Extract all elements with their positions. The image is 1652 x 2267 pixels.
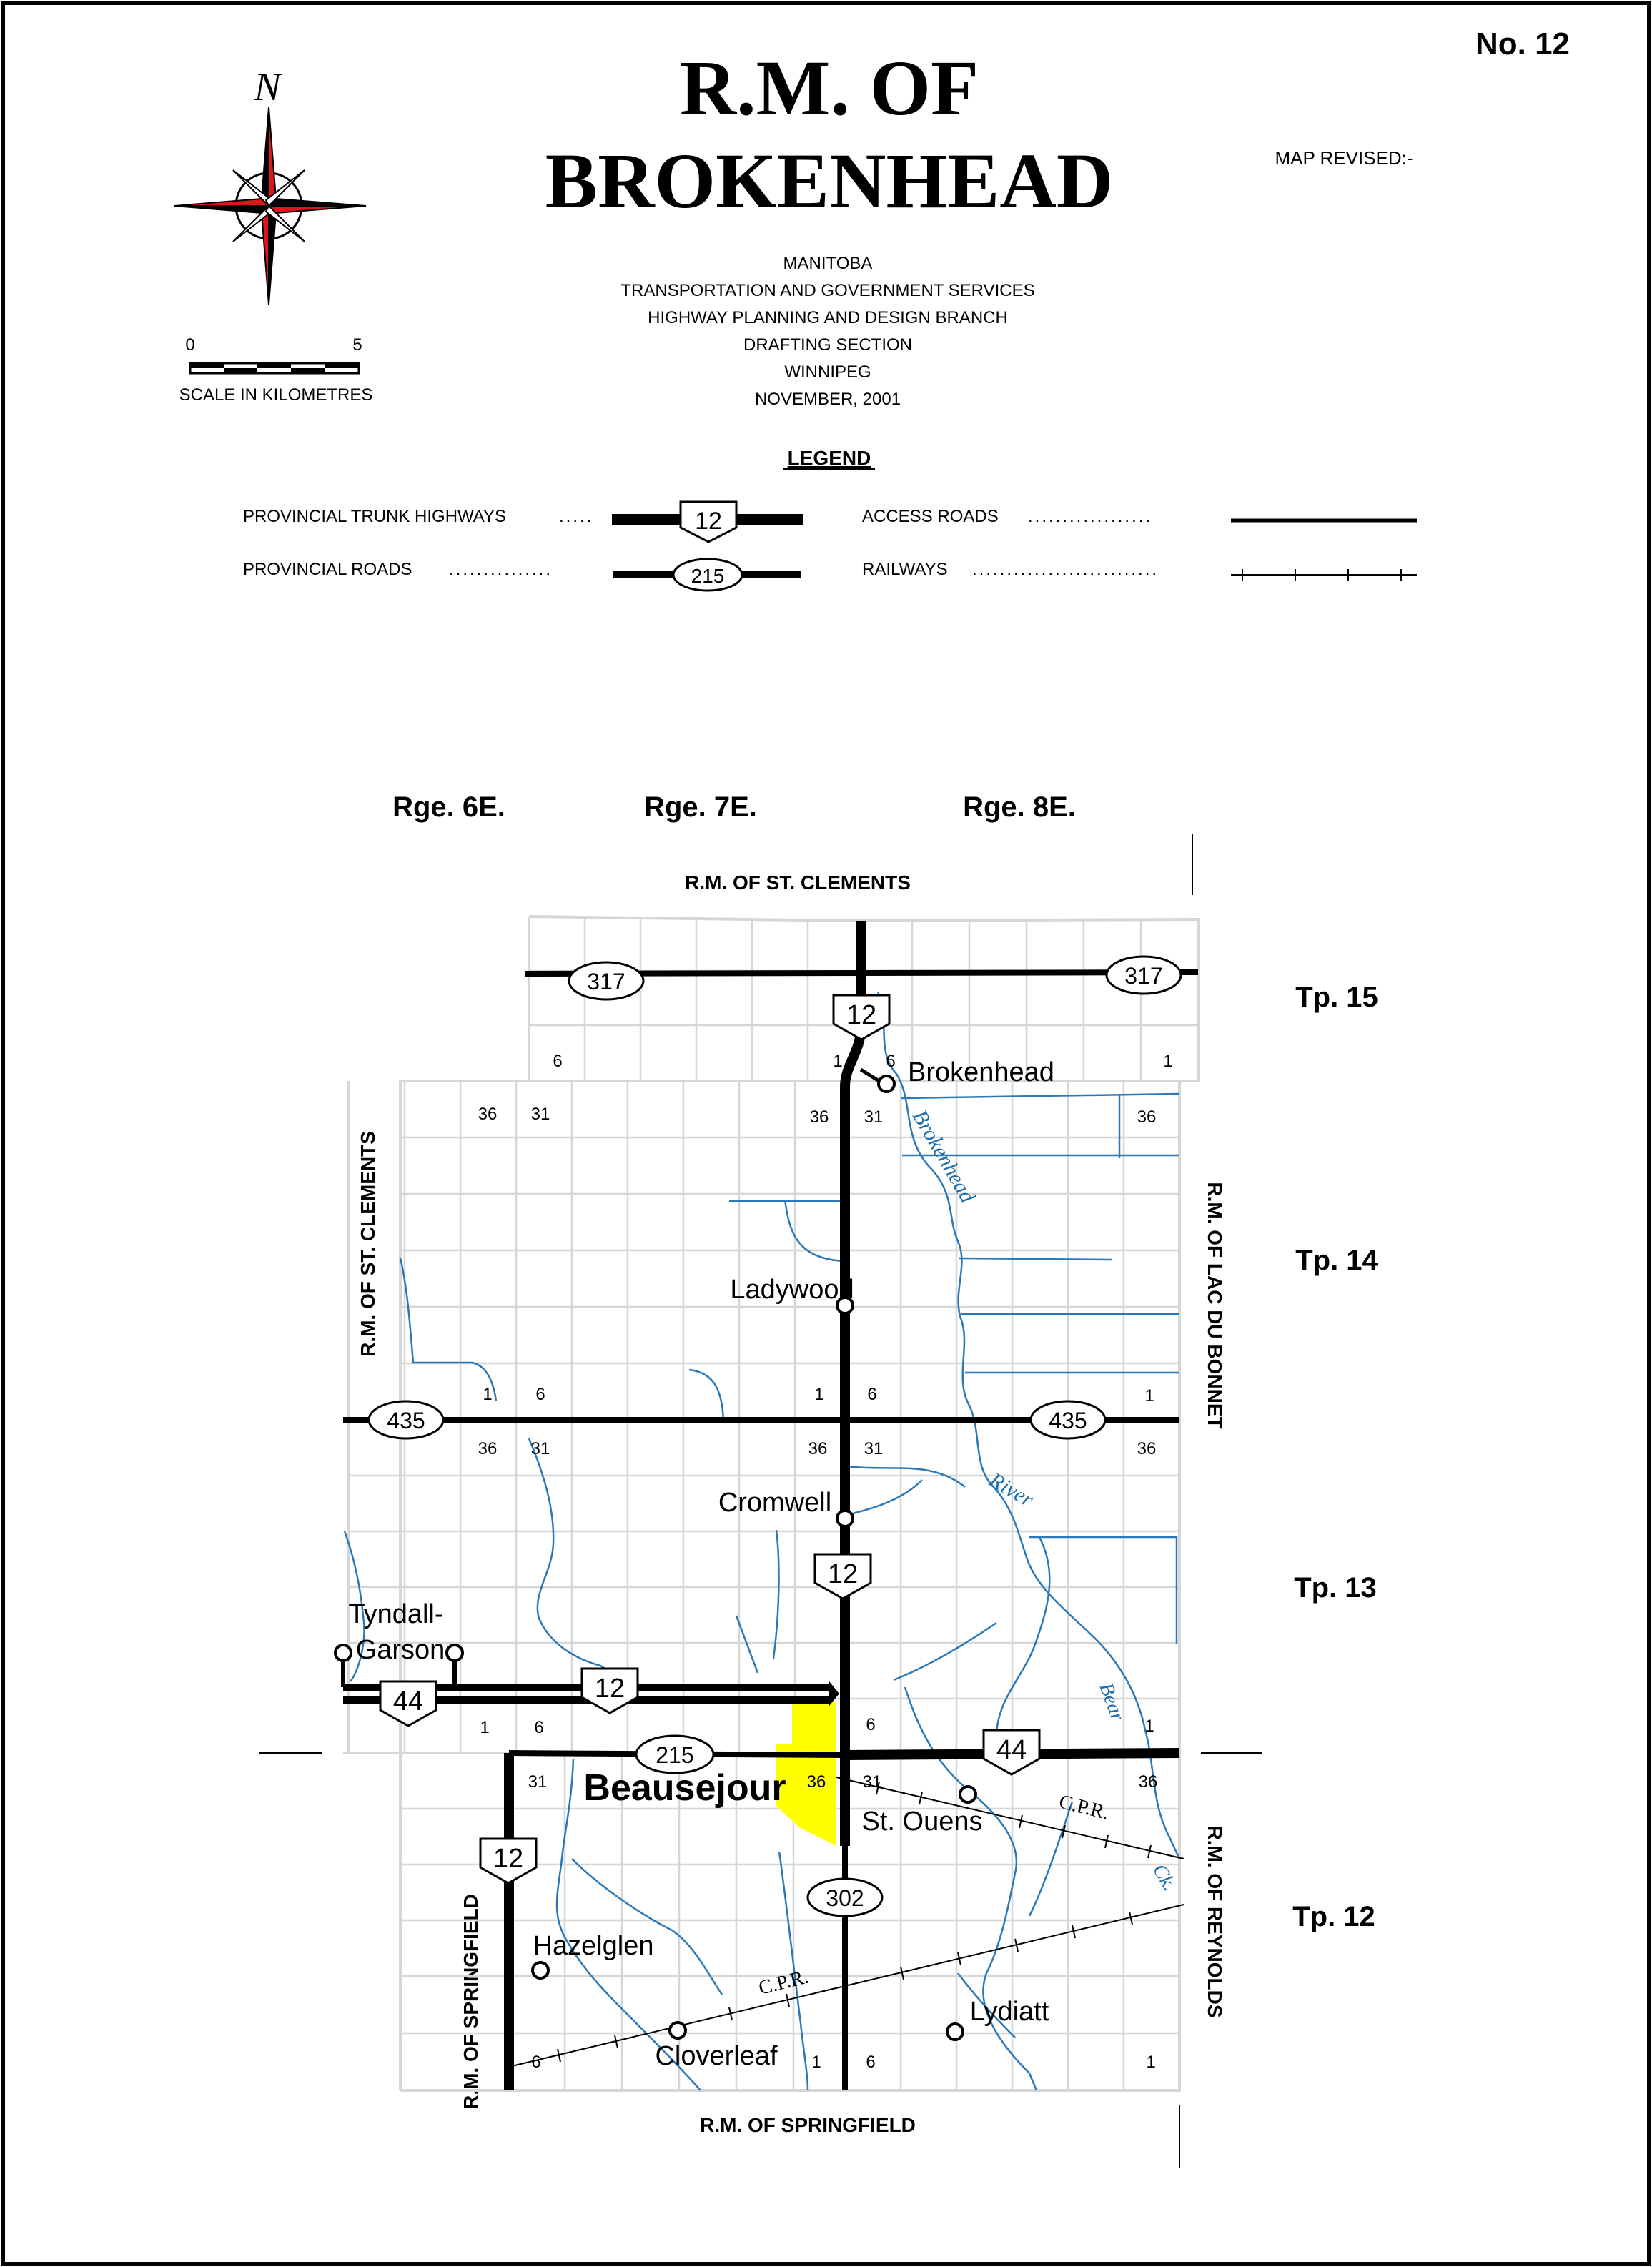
pr-302-number: 302	[826, 1885, 864, 1911]
section-number: 6	[531, 2053, 541, 2072]
scale-five: 5	[352, 335, 362, 355]
pth-12-west-shield	[582, 1669, 638, 1713]
range-6e-label: Rge. 6E.	[392, 791, 505, 823]
pr-302-oval	[808, 1879, 882, 1916]
range-8e-label: Rge. 8E.	[963, 791, 1076, 823]
section-number: 31	[528, 1772, 548, 1792]
pr-317-west-oval	[569, 962, 643, 999]
st-ouens-marker	[960, 1787, 976, 1802]
publisher-line-2: TRANSPORTATION AND GOVERNMENT SERVICES	[620, 281, 1035, 300]
pr-435-west-oval	[369, 1401, 443, 1438]
section-number: 36	[809, 1107, 829, 1127]
pr-317-east-oval	[1107, 957, 1181, 994]
tributary-ne-3	[959, 1258, 1112, 1260]
brokenhead-name: Brokenhead	[908, 1057, 1054, 1087]
neighbour-north-label: R.M. OF ST. CLEMENTS	[685, 871, 911, 894]
scale-zero: 0	[185, 335, 195, 355]
legend-pth-label: PROVINCIAL TRUNK HIGHWAYS	[243, 507, 507, 526]
township-13-label: Tp. 13	[1294, 1572, 1377, 1604]
brokenhead-marker	[879, 1076, 894, 1092]
section-number: 31	[530, 1439, 550, 1458]
pth-12-southwest-number: 12	[493, 1844, 524, 1874]
creek-nw-2	[689, 1370, 723, 1420]
beausejour-name: Beausejour	[583, 1767, 786, 1809]
map-title-line-2: BROKENHEAD	[545, 137, 1114, 224]
pr-317-east-number: 317	[1124, 963, 1163, 989]
section-number: 36	[1137, 1439, 1157, 1458]
legend-title: LEGEND	[787, 447, 871, 469]
pth-12-centre-number: 12	[827, 1559, 859, 1589]
garson-marker	[447, 1645, 463, 1661]
cromwell-name: Cromwell	[718, 1488, 832, 1518]
creek-south-centre	[572, 1859, 722, 1995]
tributary-east-4	[894, 1623, 996, 1680]
section-number: 1	[833, 1052, 843, 1071]
compass-rose-icon	[174, 65, 366, 305]
lydiatt-name: Lydiatt	[969, 1997, 1049, 2027]
pth-44-east-number: 44	[996, 1735, 1027, 1765]
tyndall-name: Tyndall-	[348, 1599, 444, 1629]
pth-44-east-shield	[984, 1730, 1039, 1774]
publisher-line-3: HIGHWAY PLANNING AND DESIGN BRANCH	[648, 308, 1008, 327]
legend-access-label: ACCESS ROADS	[862, 507, 999, 526]
township-15-label: Tp. 15	[1295, 982, 1378, 1013]
sheet-number: No. 12	[1475, 26, 1571, 61]
svg-text:...........................: ...........................	[972, 560, 1159, 579]
creek-abbrev-label: Ck.	[1147, 1860, 1181, 1895]
pth-12-north-south	[845, 921, 861, 1846]
section-number: 31	[864, 1107, 884, 1127]
cromwell-marker	[837, 1511, 853, 1526]
creek-centre-south	[773, 1530, 778, 1659]
tyndall-west-marker	[335, 1645, 351, 1661]
section-number: 6	[866, 1715, 876, 1734]
section-number: 6	[866, 2053, 876, 2072]
neighbour-east-lower-label: R.M. OF REYNOLDS	[1204, 1825, 1226, 2018]
st-ouens-name: St. Ouens	[861, 1807, 983, 1837]
section-number: 6	[535, 1385, 545, 1404]
section-number: 36	[478, 1105, 498, 1124]
publisher-line-4: DRAFTING SECTION	[743, 335, 913, 355]
cpr-south-label: C.P.R.	[756, 1965, 811, 2000]
pr-317-west-number: 317	[587, 969, 625, 994]
section-number: 6	[886, 1052, 896, 1071]
scale-caption: SCALE IN KILOMETRES	[179, 385, 373, 405]
svg-text:...............: ...............	[449, 560, 553, 579]
pth-44-west-shield	[380, 1681, 436, 1726]
pth-44-west-number: 44	[392, 1686, 424, 1717]
section-number: 31	[530, 1105, 550, 1124]
pr-435-east-number: 435	[1049, 1408, 1087, 1433]
publisher-line-6: NOVEMBER, 2001	[754, 390, 901, 409]
lydiatt-marker	[947, 2024, 963, 2040]
creek-nw	[400, 1258, 496, 1401]
section-number: 1	[480, 1718, 490, 1737]
pth-12-centre-shield	[815, 1554, 871, 1599]
section-number: 36	[808, 1439, 828, 1458]
township-12-label: Tp. 12	[1292, 1901, 1375, 1932]
svg-text:..................: ..................	[1028, 507, 1153, 526]
section-number: 6	[534, 1718, 544, 1737]
section-number: 36	[806, 1772, 826, 1792]
neighbour-south-label: R.M. OF SPRINGFIELD	[700, 2114, 916, 2136]
section-number: 36	[1138, 1772, 1158, 1792]
pth-12-southwest-shield	[480, 1839, 536, 1883]
map-revised-label: MAP REVISED:-	[1275, 147, 1413, 169]
legend-pr-label: PROVINCIAL ROADS	[243, 560, 412, 579]
neighbour-east-upper-label: R.M. OF LAC DU BONNET	[1204, 1182, 1226, 1429]
publisher-line-1: MANITOBA	[783, 254, 873, 273]
river-label: River	[985, 1468, 1038, 1512]
map-title-line-1: R.M. OF	[679, 44, 979, 132]
pth-12-north-shield	[834, 995, 889, 1039]
legend-pth-sample: 12	[695, 508, 722, 535]
section-number: 1	[1163, 1052, 1173, 1071]
section-number: 1	[1144, 1717, 1154, 1736]
pth-12-north-number: 12	[846, 1000, 877, 1030]
section-number: 1	[483, 1385, 493, 1404]
cloverleaf-name: Cloverleaf	[655, 2041, 778, 2071]
section-number: 1	[811, 2053, 821, 2072]
garson-name: Garson	[355, 1635, 445, 1665]
section-number: 6	[867, 1385, 877, 1404]
section-number: 31	[864, 1439, 884, 1458]
publisher-line-5: WINNIPEG	[784, 362, 871, 382]
creek-se	[1029, 1802, 1072, 1916]
range-7e-label: Rge. 7E.	[644, 791, 757, 823]
hazelglen-marker	[533, 1962, 548, 1978]
neighbour-southwest-label: R.M. OF SPRINGFIELD	[460, 1894, 482, 2110]
publisher-block	[620, 254, 1034, 409]
pr-435-west-number: 435	[387, 1408, 425, 1433]
section-number: 1	[814, 1385, 824, 1404]
section-number: 1	[1144, 1386, 1154, 1406]
neighbour-west-label: R.M. OF ST. CLEMENTS	[357, 1131, 379, 1357]
tributary-ne-1	[901, 1094, 1179, 1098]
bear-creek	[996, 1537, 1050, 1744]
tributary-east-3	[845, 1480, 922, 1516]
section-number: 1	[1146, 2053, 1156, 2072]
bear-creek-label: Bear	[1094, 1679, 1129, 1724]
compass-north-label: N	[254, 65, 281, 109]
legend-pr-sample: 215	[691, 565, 725, 587]
brokenhead-river-label: Brokenhead	[907, 1106, 980, 1207]
section-number: 36	[478, 1439, 498, 1458]
pr-215-number: 215	[656, 1742, 694, 1768]
tributary-east-1	[1029, 1537, 1177, 1644]
legend-railways-label: RAILWAYS	[862, 560, 948, 579]
hazelglen-name: Hazelglen	[533, 1931, 654, 1961]
township-14-label: Tp. 14	[1295, 1245, 1378, 1276]
scale-bar	[179, 335, 373, 405]
svg-text:.....: .....	[559, 507, 594, 526]
cloverleaf-marker	[670, 2022, 686, 2038]
section-number: 31	[862, 1772, 882, 1792]
cpr-east-label: C.P.R.	[1057, 1790, 1112, 1824]
section-number: 6	[553, 1052, 563, 1071]
pr-435-east-oval	[1031, 1401, 1105, 1438]
tributary-centre-south	[785, 1200, 844, 1261]
ladywood-name: Ladywood	[730, 1275, 854, 1305]
place-names	[348, 1057, 1054, 2071]
pth-12-west-number: 12	[594, 1674, 625, 1704]
legend	[243, 447, 1417, 591]
section-number: 36	[1137, 1107, 1157, 1127]
